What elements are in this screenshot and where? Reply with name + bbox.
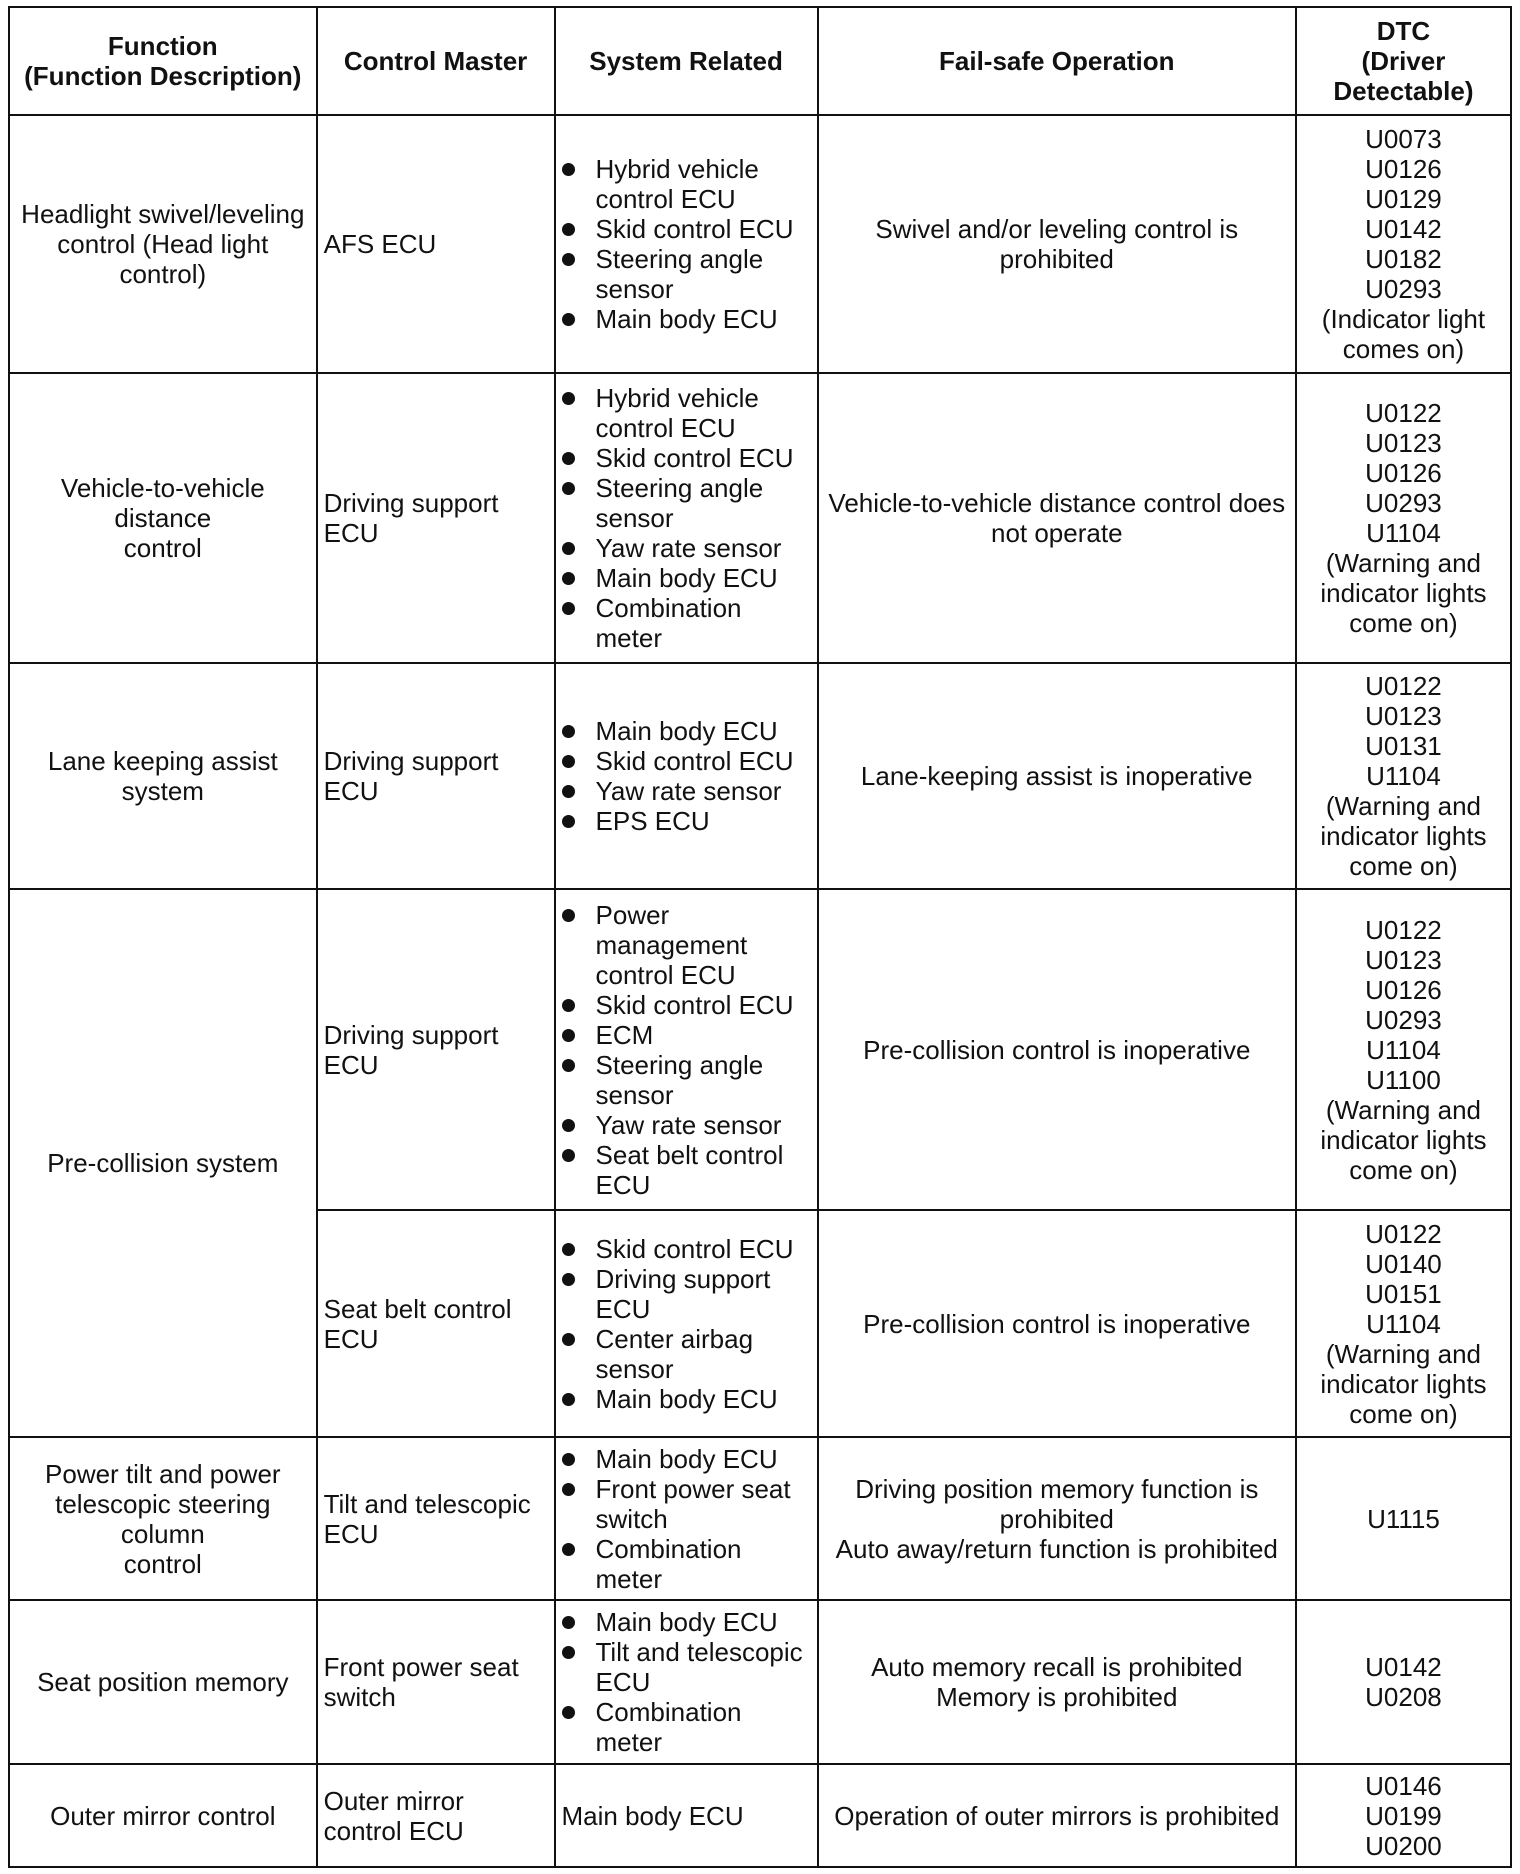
system-item: Steering angle sensor — [562, 244, 811, 304]
dtc-code: U0073 — [1365, 124, 1442, 155]
dtc-note: come on) — [1349, 607, 1458, 638]
dtc-code: U0122 — [1365, 914, 1442, 945]
dtc-code: U0199 — [1365, 1800, 1442, 1831]
system-list — [562, 900, 811, 1200]
control-master-cell: Outer mirror control ECU — [317, 1764, 555, 1867]
fail-safe-cell: Auto memory recall is prohibited Memory is prohibited — [818, 1600, 1296, 1764]
dtc-note: indicator lights — [1320, 820, 1487, 851]
dtc-code: U0293 — [1365, 487, 1442, 518]
system-item: Skid control ECU — [562, 746, 811, 776]
system-item: Combination meter — [562, 593, 811, 653]
system-item: Main body ECU — [562, 1444, 811, 1474]
header-function: Function (Function Description) — [9, 7, 317, 115]
system-item: Combination meter — [562, 1697, 811, 1757]
system-item: Hybrid vehicle control ECU — [562, 383, 811, 443]
table-row — [9, 373, 1511, 663]
dtc-code: U0126 — [1365, 457, 1442, 488]
dtc-code: U0200 — [1365, 1830, 1442, 1861]
fail-safe-cell: Lane-keeping assist is inoperative — [818, 663, 1296, 890]
system-item: Yaw rate sensor — [562, 1110, 811, 1140]
dtc-code: U1104 — [1366, 760, 1441, 791]
dtc-note: come on) — [1349, 1398, 1458, 1429]
system-item: EPS ECU — [562, 806, 811, 836]
system-item: Main body ECU — [562, 1607, 811, 1637]
dtc-code: U0122 — [1365, 670, 1442, 701]
system-item: Steering angle sensor — [562, 1050, 811, 1110]
system-item: Steering angle sensor — [562, 473, 811, 533]
control-master-cell: Driving support ECU — [317, 373, 555, 663]
fail-safe-cell: Vehicle-to-vehicle distance control does not operate — [818, 373, 1296, 663]
header-dtc: DTC (Driver Detectable) — [1296, 7, 1511, 115]
fail-safe-cell: Pre-collision control is inoperative — [818, 889, 1296, 1210]
dtc-cell — [1296, 1764, 1511, 1867]
system-item: Combination meter — [562, 1534, 811, 1594]
system-item: Driving support ECU — [562, 1264, 811, 1324]
system-item: Front power seat switch — [562, 1474, 811, 1534]
dtc-cell — [1296, 373, 1511, 663]
function-cell: Vehicle-to-vehicle distance control — [9, 373, 317, 663]
dtc-cell — [1296, 889, 1511, 1210]
dtc-code: U0129 — [1365, 184, 1442, 215]
control-master-cell: AFS ECU — [317, 115, 555, 373]
system-item: Yaw rate sensor — [562, 533, 811, 563]
system-item: Power management control ECU — [562, 900, 811, 990]
header-row — [9, 7, 1511, 115]
system-item: Skid control ECU — [562, 443, 811, 473]
system-related-cell — [555, 663, 818, 890]
control-master-cell: Seat belt control ECU — [317, 1210, 555, 1437]
fail-safe-cell: Driving position memory function is prohibited Auto away/return function is prohibited — [818, 1437, 1296, 1601]
dtc-code: U0122 — [1365, 397, 1442, 428]
system-list — [562, 1444, 811, 1594]
dtc-code: U1104 — [1366, 517, 1441, 548]
header-system-related: System Related — [555, 7, 818, 115]
control-master-cell: Driving support ECU — [317, 889, 555, 1210]
fail-safe-cell: Pre-collision control is inoperative — [818, 1210, 1296, 1437]
dtc-note: (Warning and — [1325, 790, 1481, 821]
system-related-cell — [555, 115, 818, 373]
dtc-code: U0123 — [1365, 700, 1442, 731]
table-row — [9, 1437, 1511, 1601]
system-item: Skid control ECU — [562, 1234, 811, 1264]
system-list — [562, 154, 811, 334]
dtc-note: (Indicator light — [1321, 304, 1486, 335]
dtc-cell — [1296, 1437, 1511, 1601]
table-row — [9, 1764, 1511, 1867]
table-row — [9, 115, 1511, 373]
system-list — [562, 383, 811, 653]
dtc-code: U1100 — [1366, 1064, 1441, 1095]
system-list — [562, 716, 811, 836]
control-master-cell: Driving support ECU — [317, 663, 555, 890]
dtc-code: U0142 — [1365, 1652, 1442, 1683]
dtc-code: U1104 — [1366, 1034, 1441, 1065]
system-item: Main body ECU — [562, 304, 811, 334]
header-control-master: Control Master — [317, 7, 555, 115]
function-cell: Power tilt and power telescopic steering column control — [9, 1437, 317, 1601]
dtc-code: U0142 — [1365, 214, 1442, 245]
function-cell: Lane keeping assist system — [9, 663, 317, 890]
dtc-code: U1115 — [1367, 1503, 1440, 1534]
dtc-code: U0208 — [1365, 1682, 1442, 1713]
dtc-cell — [1296, 663, 1511, 890]
dtc-code: U0146 — [1365, 1770, 1442, 1801]
system-list — [562, 1607, 811, 1757]
system-item: Hybrid vehicle control ECU — [562, 154, 811, 214]
dtc-code: U0151 — [1365, 1278, 1442, 1309]
system-item: Main body ECU — [562, 563, 811, 593]
system-related-cell — [555, 889, 818, 1210]
fail-safe-cell: Swivel and/or leveling control is prohibited — [818, 115, 1296, 373]
system-item: ECM — [562, 1020, 811, 1050]
dtc-note: (Warning and — [1325, 1094, 1481, 1125]
system-related-cell — [555, 373, 818, 663]
function-cell: Headlight swivel/leveling control (Head light control) — [9, 115, 317, 373]
dtc-code: U0293 — [1365, 1004, 1442, 1035]
fail-safe-cell: Operation of outer mirrors is prohibited — [818, 1764, 1296, 1867]
dtc-code: U0293 — [1365, 274, 1442, 305]
dtc-cell — [1296, 115, 1511, 373]
dtc-code: U0140 — [1365, 1248, 1442, 1279]
dtc-note: (Warning and — [1325, 547, 1481, 578]
system-item: Skid control ECU — [562, 214, 811, 244]
dtc-code: U0123 — [1365, 944, 1442, 975]
system-item: Yaw rate sensor — [562, 776, 811, 806]
function-cell: Pre-collision system — [9, 889, 317, 1437]
dtc-code: U0122 — [1365, 1218, 1442, 1249]
system-item: Center airbag sensor — [562, 1324, 811, 1384]
table-row — [9, 889, 1511, 1210]
dtc-cell — [1296, 1210, 1511, 1437]
dtc-code: U0182 — [1365, 244, 1442, 275]
table-row — [9, 1600, 1511, 1764]
system-item: Skid control ECU — [562, 990, 811, 1020]
system-related-cell — [555, 1437, 818, 1601]
function-cell: Outer mirror control — [9, 1764, 317, 1867]
dtc-note: indicator lights — [1320, 1368, 1487, 1399]
header-fail-safe: Fail-safe Operation — [818, 7, 1296, 115]
system-item: Main body ECU — [562, 1384, 811, 1414]
dtc-code: U0126 — [1365, 154, 1442, 185]
dtc-note: come on) — [1349, 1154, 1458, 1185]
system-item: Seat belt control ECU — [562, 1140, 811, 1200]
dtc-note: indicator lights — [1320, 577, 1487, 608]
table-row — [9, 663, 1511, 890]
fail-safe-table — [8, 6, 1512, 1868]
dtc-cell — [1296, 1600, 1511, 1764]
dtc-code: U0126 — [1365, 974, 1442, 1005]
function-cell: Seat position memory — [9, 1600, 317, 1764]
control-master-cell: Tilt and telescopic ECU — [317, 1437, 555, 1601]
dtc-code: U0131 — [1365, 730, 1442, 761]
system-related-cell — [555, 1210, 818, 1437]
dtc-code: U0123 — [1365, 427, 1442, 458]
dtc-note: come on) — [1349, 850, 1458, 881]
dtc-note: indicator lights — [1320, 1124, 1487, 1155]
system-related-cell — [555, 1600, 818, 1764]
dtc-note: (Warning and — [1325, 1338, 1481, 1369]
system-item: Tilt and telescopic ECU — [562, 1637, 811, 1697]
system-related-cell: Main body ECU — [555, 1764, 818, 1867]
system-list — [562, 1234, 811, 1414]
dtc-code: U1104 — [1366, 1308, 1441, 1339]
system-item: Main body ECU — [562, 716, 811, 746]
dtc-note: comes on) — [1342, 334, 1465, 365]
control-master-cell: Front power seat switch — [317, 1600, 555, 1764]
